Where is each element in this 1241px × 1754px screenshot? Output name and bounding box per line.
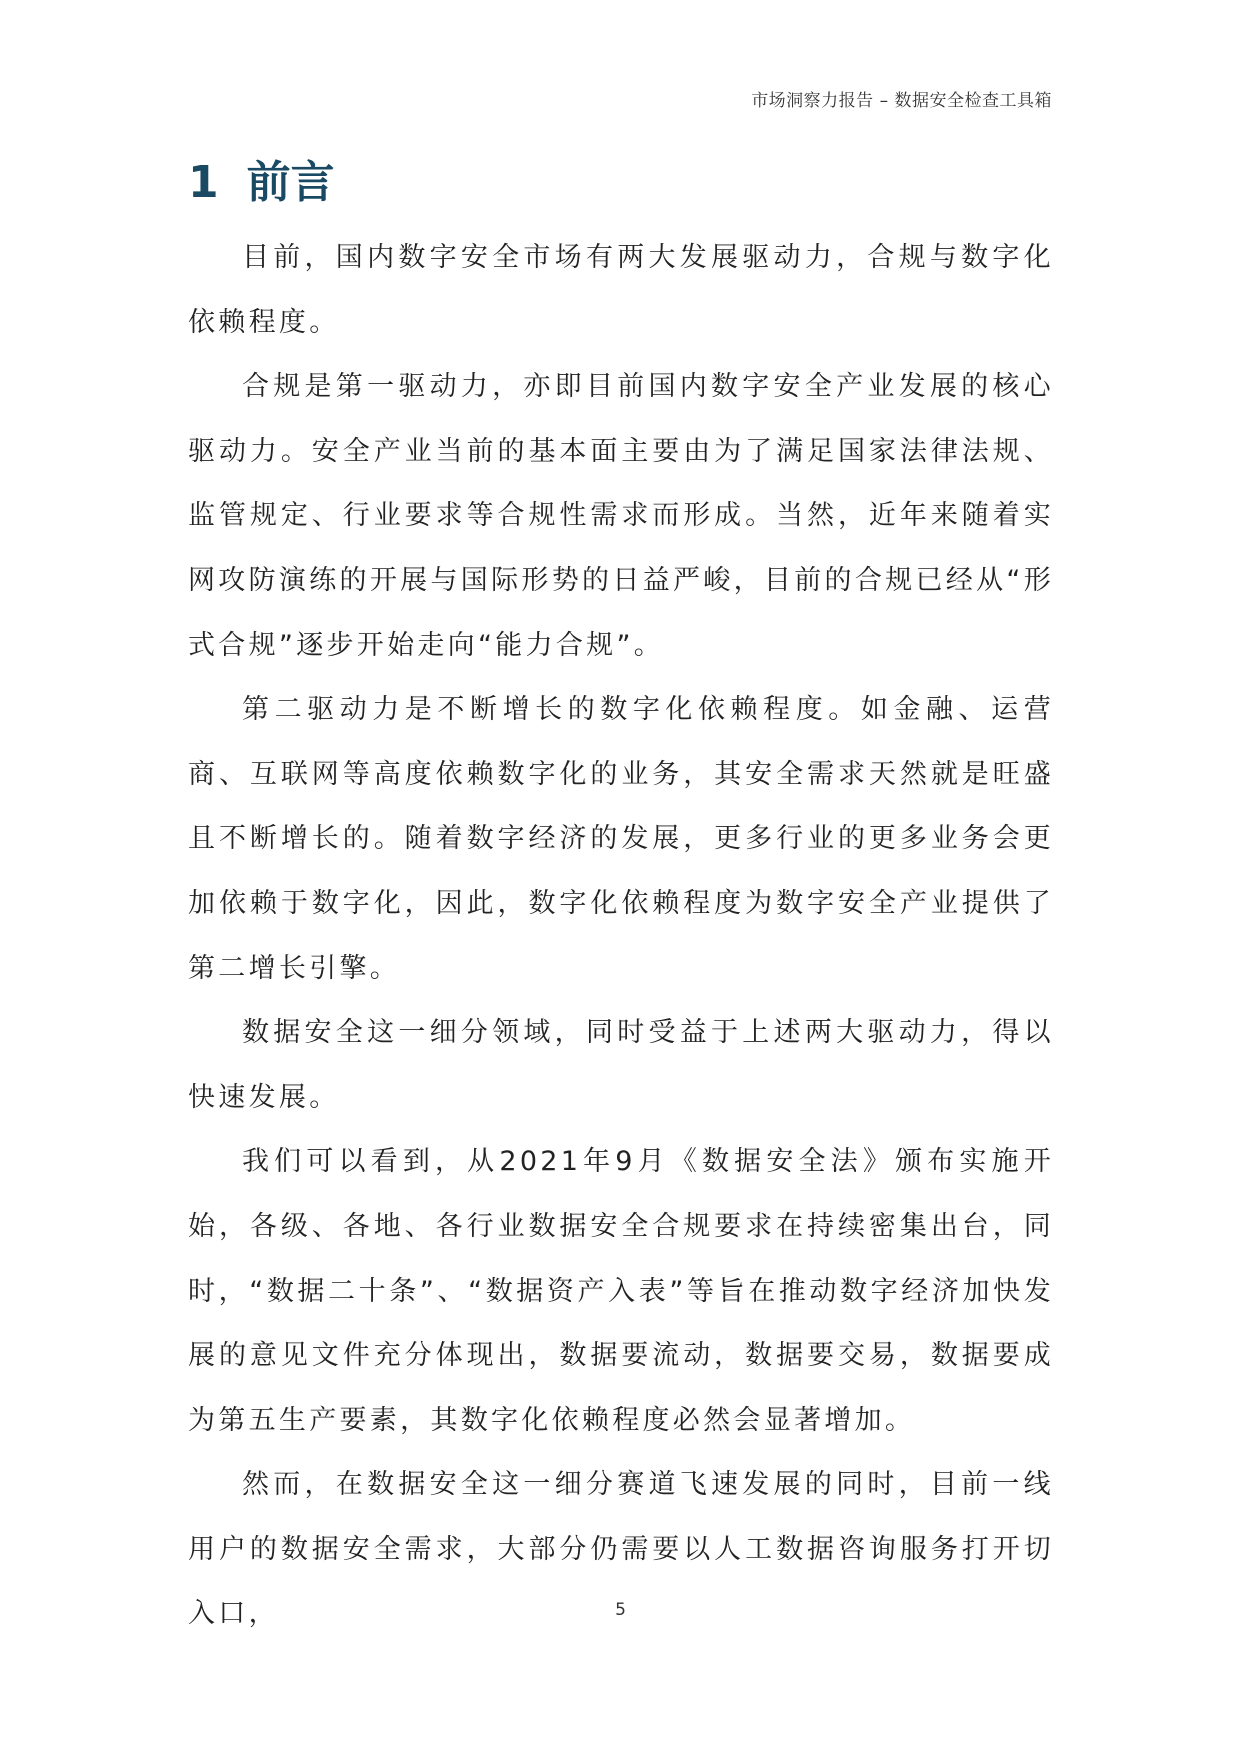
section-heading <box>188 150 335 216</box>
running-header: 市场洞察力报告 – 数据安全检查工具箱 <box>751 91 1052 111</box>
paragraph: 然而，在数据安全这一细分赛道飞速发展的同时，目前一线用户的数据安全需求，大部分仍需要以人工数据咨询服务打开切入口， <box>188 1469 1054 1630</box>
paragraph: 合规是第一驱动力，亦即目前国内数字安全产业发展的核心驱动力。安全产业当前的基本面主要由为了满足国家法律法规、监管规定、行业要求等合规性需求而形成。当然，近年来随着实网攻防演练的开展与国际形势的日益严峻，目前的合规已经从“形式合规”逐步开始走向“能力合规”。 <box>188 371 1054 661</box>
page-number: 5 <box>615 1600 626 1620</box>
section-title: 前言 <box>246 157 335 208</box>
paragraph: 目前，国内数字安全市场有两大发展驱动力，合规与数字化依赖程度。 <box>188 242 1054 338</box>
paragraph: 我们可以看到，从2021年9月《数据安全法》颁布实施开始，各级、各地、各行业数据安全合规要求在持续密集出台，同时，“数据二十条”、“数据资产入表”等旨在推动数字经济加快发展的意见文件充分体现出，数据要流动，数据要交易，数据要成为第五生产要素，其数字化依赖程度必然会显著增加。 <box>188 1146 1054 1436</box>
section-number: 1 <box>188 157 219 208</box>
body-text <box>188 226 1054 1647</box>
paragraph: 第二驱动力是不断增长的数字化依赖程度。如金融、运营商、互联网等高度依赖数字化的业务，其安全需求天然就是旺盛且不断增长的。随着数字经济的发展，更多行业的更多业务会更加依赖于数字化，因此，数字化依赖程度为数字安全产业提供了第二增长引擎。 <box>188 694 1054 984</box>
paragraph: 数据安全这一细分领域，同时受益于上述两大驱动力，得以快速发展。 <box>188 1017 1054 1113</box>
